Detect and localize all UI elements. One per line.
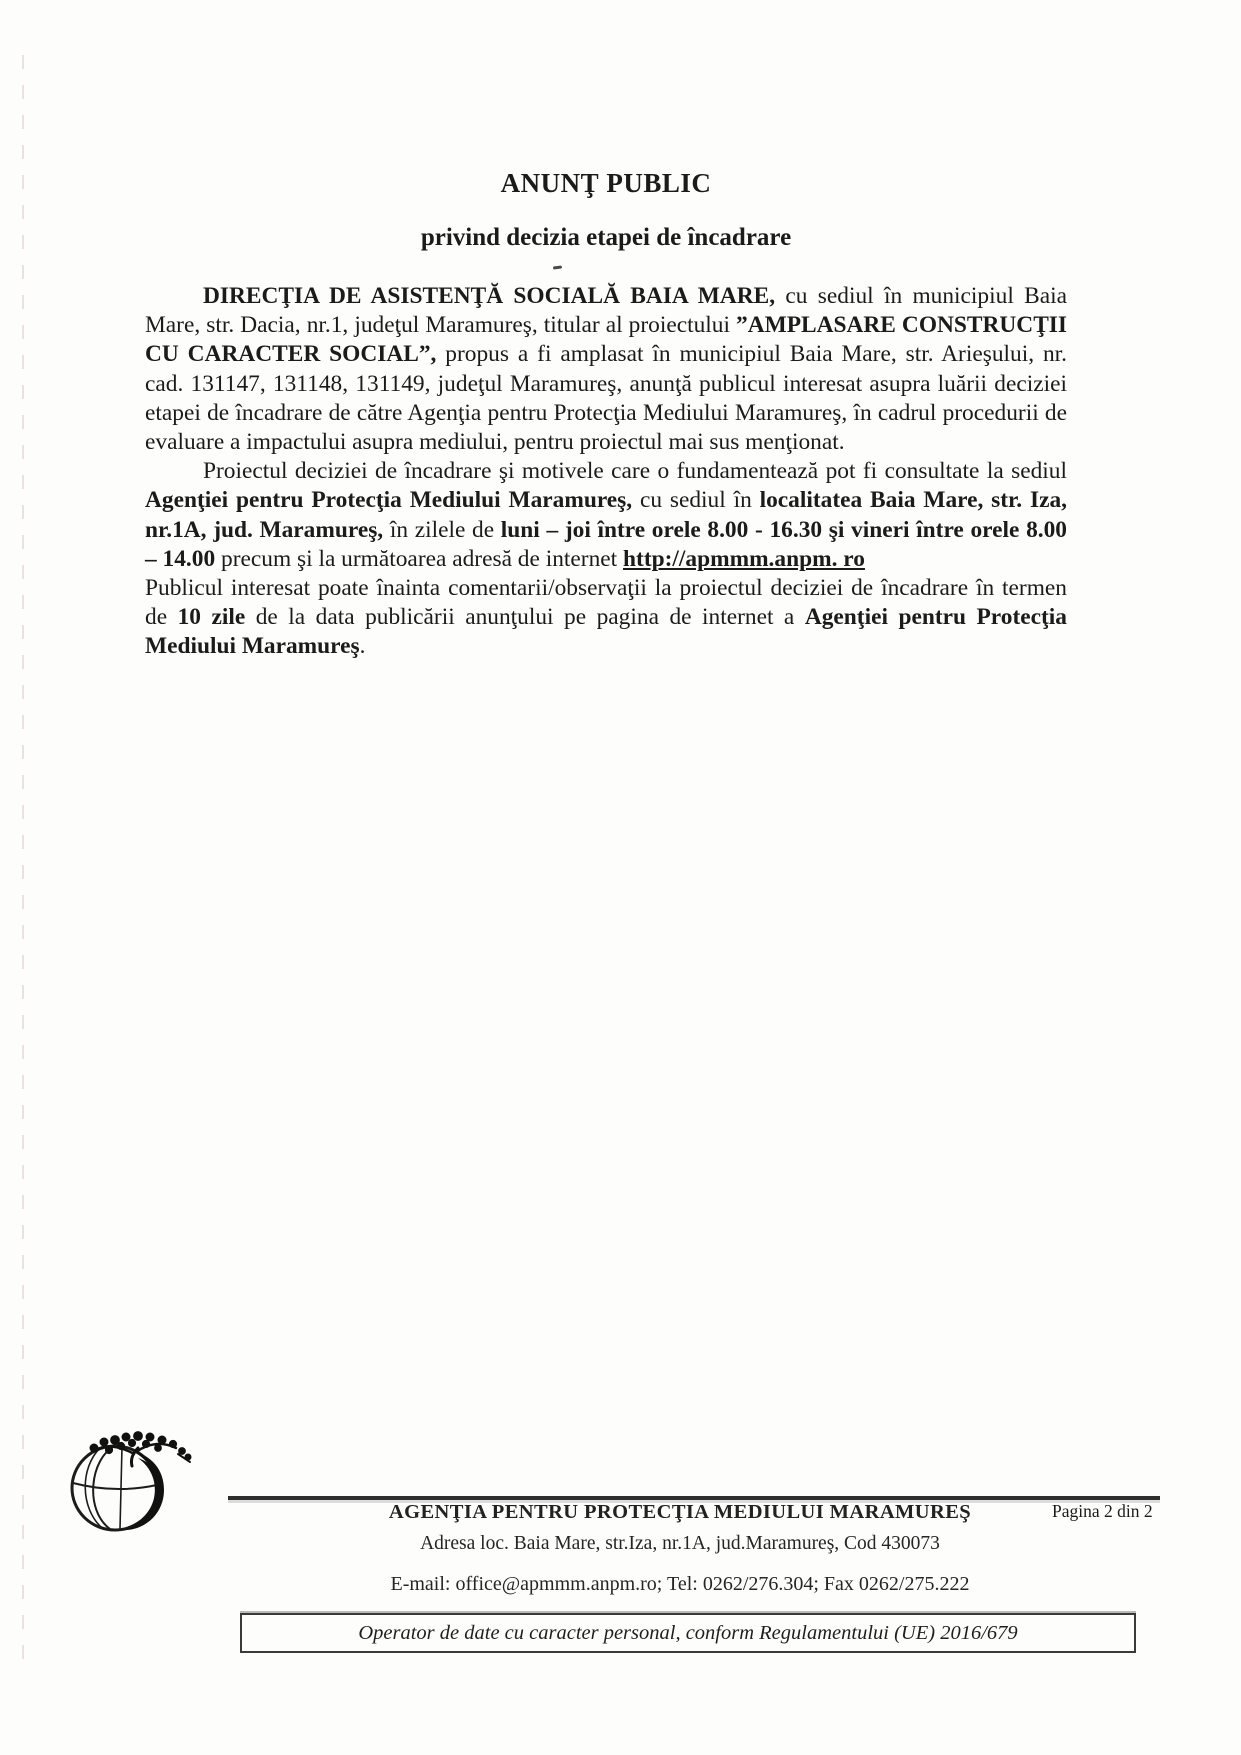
gdpr-notice-text: Operator de date cu caracter personal, conform Regulamentului (UE) 2016/679 — [358, 1621, 1018, 1644]
text-run: propus a fi amplasat în municipiul Baia Mare, str. Arieşului, nr. cad. 131147, 131148, 131149, judeţul Maramureş, anunţă publicul interesat asupra luării deciziei etapei de încadrare de către Agenţia pentru Protecţia Mediului Maramureş, în cadrul procedurii de evaluare a impactului asupra mediului, pentru proiectul mai sus menţionat. — [145, 341, 1067, 456]
text-run: cu sediul în — [632, 487, 760, 514]
footer-divider — [228, 1496, 1160, 1500]
text-run: localitatea Baia Mare, str. Iza, nr.1A, jud. Maramureş, — [145, 487, 1067, 543]
text-run: 10 zile — [177, 604, 246, 631]
text-run: Agenţiei pentru Protecţia Mediului Maramureş, — [145, 487, 633, 514]
text-run: în zilele de — [383, 516, 501, 543]
paragraph — [145, 457, 1067, 574]
paragraph — [145, 574, 1067, 662]
document-title: ANUNŢ PUBLIC — [500, 168, 712, 198]
footer-agency-name: AGENŢIA PENTRU PROTECŢIA MEDIULUI MARAMUREŞ — [388, 1501, 972, 1523]
text-run: DIRECŢIA DE ASISTENŢĂ SOCIALĂ BAIA MARE, — [203, 283, 776, 309]
text-run: cu sediul în municipiul Baia Mare, str. Dacia, nr.1, judeţul Maramureş, titular al proiectului — [145, 283, 1067, 339]
scan-artifact-dot — [553, 265, 562, 269]
text-run: ”AMPLASARE CONSTRUCŢII CU CARACTER SOCIAL”, — [145, 312, 1067, 368]
text-run: Publicul interesat poate înainta comentarii/observaţii la proiectul deciziei de încadrare în termen de — [145, 575, 1067, 631]
page-number: Pagina 2 din 2 — [1052, 1501, 1153, 1521]
text-run: precum şi la următoarea adresă de internet — [215, 545, 624, 572]
document-subtitle: privind decizia etapei de încadrare — [420, 224, 792, 251]
text-run: de la data publicării anunţului pe pagina de internet a — [245, 604, 805, 631]
footer-contact: E-mail: office@apmmm.anpm.ro; Tel: 0262/276.304; Fax 0262/275.222 — [390, 1573, 970, 1595]
footer-address: Adresa loc. Baia Mare, str.Iza, nr.1A, jud.Maramureş, Cod 430073 — [420, 1533, 940, 1554]
scan-edge-artifact — [22, 55, 24, 1665]
text-run: Proiectul deciziei de încadrare şi motivele care o fundamentează pot fi consultate la sediul — [203, 458, 1067, 485]
text-run: . — [359, 633, 366, 660]
gdpr-notice-box — [240, 1613, 1136, 1653]
body-paragraphs — [145, 282, 1067, 662]
text-run: http://apmmm.anpm. ro — [623, 545, 865, 572]
text-run: Agenţiei pentru Protecţia Mediului Maramureş — [145, 604, 1067, 660]
globe-tree-logo-icon — [60, 1428, 240, 1538]
paragraph — [145, 282, 1067, 457]
text-run: luni – joi între orele 8.00 - 16.30 şi vineri între orele 8.00 – 14.00 — [145, 516, 1068, 572]
